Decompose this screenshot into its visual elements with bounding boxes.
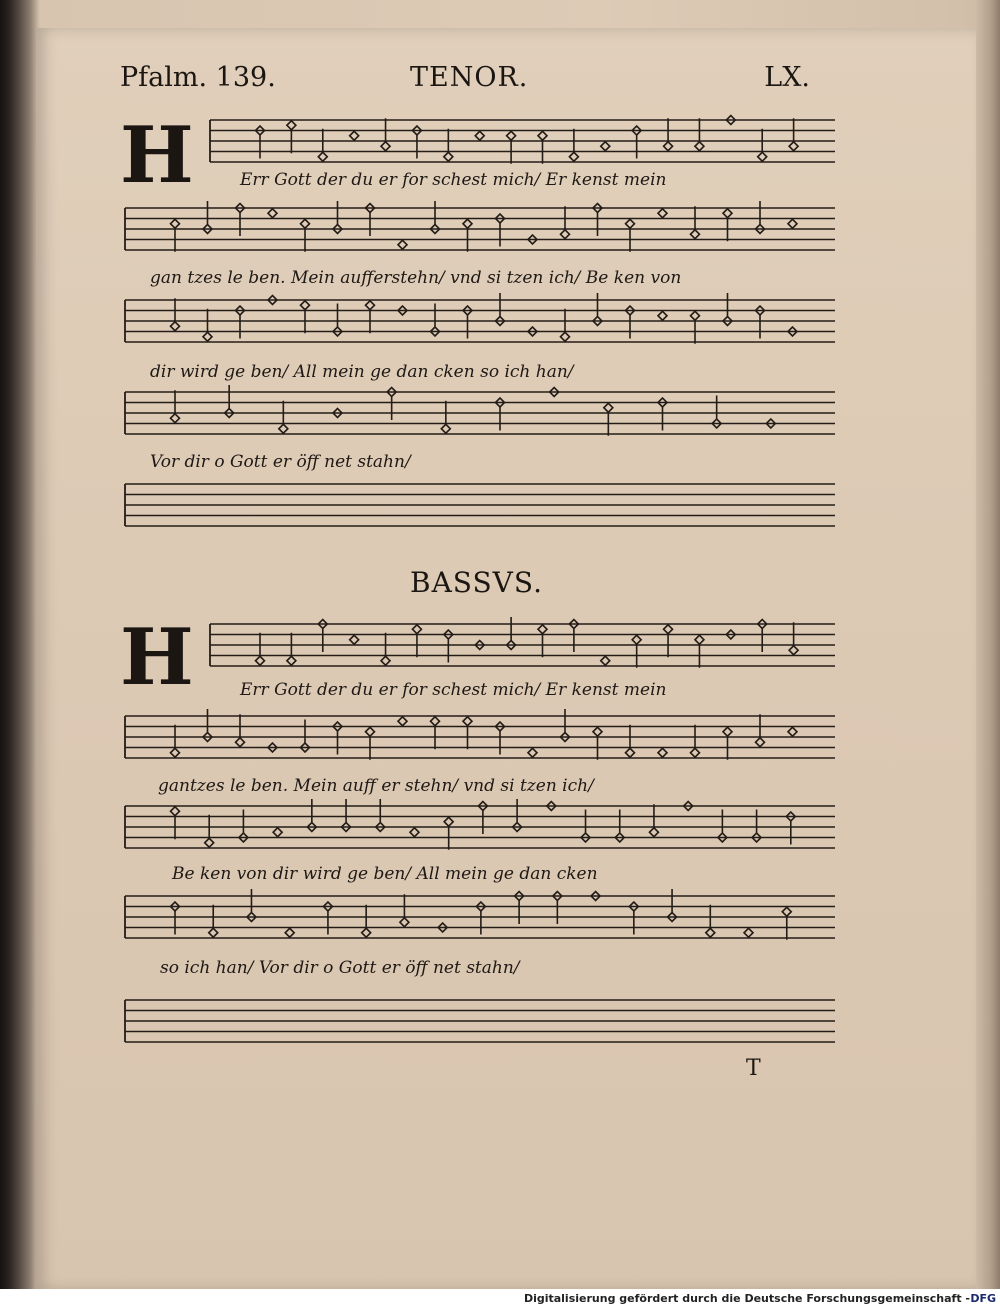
note-head bbox=[664, 625, 673, 634]
note-head bbox=[475, 131, 484, 140]
note-head bbox=[287, 656, 296, 665]
psalm-number: Pfalm. 139. bbox=[120, 62, 276, 93]
footer-bar bbox=[0, 1289, 1000, 1311]
bassus-lyric-3: Be ken von dir wird ge ben/ All mein ge dan cken bbox=[172, 864, 598, 884]
note-head bbox=[695, 635, 704, 644]
note-head bbox=[601, 142, 610, 151]
note-head bbox=[171, 322, 180, 331]
note-head bbox=[381, 656, 390, 665]
note-head bbox=[507, 131, 516, 140]
note-head bbox=[788, 727, 797, 736]
note-head bbox=[171, 219, 180, 228]
note-head bbox=[664, 142, 673, 151]
note-head bbox=[463, 219, 472, 228]
note-head bbox=[171, 748, 180, 757]
note-head bbox=[431, 717, 440, 726]
note-head bbox=[723, 727, 732, 736]
note-head bbox=[695, 142, 704, 151]
note-head bbox=[691, 311, 700, 320]
note-head bbox=[412, 625, 421, 634]
note-head bbox=[744, 928, 753, 937]
note-head bbox=[691, 230, 700, 239]
note-head bbox=[561, 332, 570, 341]
note-head bbox=[723, 209, 732, 218]
note-head bbox=[788, 219, 797, 228]
note-head bbox=[569, 152, 578, 161]
note-head bbox=[398, 240, 407, 249]
note-head bbox=[273, 828, 282, 837]
note-head bbox=[301, 301, 310, 310]
note-head bbox=[444, 152, 453, 161]
note-head bbox=[287, 121, 296, 130]
voice-title-tenor: TENOR. bbox=[410, 62, 529, 93]
note-head bbox=[632, 635, 641, 644]
page-number: LX. bbox=[764, 62, 810, 93]
voice-title-bassus: BASSVS. bbox=[410, 566, 543, 599]
tenor-lyric-2: gan tzes le ben. Mein aufferstehn/ vnd si tzen ich/ Be ken von bbox=[150, 268, 682, 288]
note-head bbox=[350, 131, 359, 140]
bassus-lyric-1: Err Gott der du er for schest mich/ Er kenst mein bbox=[240, 680, 667, 700]
note-head bbox=[398, 717, 407, 726]
note-head bbox=[236, 738, 245, 747]
note-head bbox=[410, 828, 419, 837]
bassus-lyric-2: gantzes le ben. Mein auff er stehn/ vnd si tzen ich/ bbox=[158, 776, 594, 796]
bassus-lyric-4: so ich han/ Vor dir o Gott er öff net stahn/ bbox=[160, 958, 520, 978]
note-head bbox=[604, 403, 613, 412]
note-head bbox=[205, 838, 214, 847]
note-head bbox=[209, 928, 218, 937]
note-head bbox=[441, 424, 450, 433]
note-head bbox=[203, 332, 212, 341]
note-head bbox=[706, 928, 715, 937]
note-head bbox=[601, 656, 610, 665]
tenor-lyric-3: dir wird ge ben/ All mein ge dan cken so ich han/ bbox=[150, 362, 574, 382]
note-head bbox=[789, 142, 798, 151]
tenor-lyric-4: Vor dir o Gott er öff net stahn/ bbox=[150, 452, 411, 472]
note-head bbox=[256, 656, 265, 665]
note-head bbox=[350, 635, 359, 644]
tenor-initial: H bbox=[120, 110, 194, 201]
note-head bbox=[538, 131, 547, 140]
note-head bbox=[658, 748, 667, 757]
note-head bbox=[691, 748, 700, 757]
note-head bbox=[444, 817, 453, 826]
note-head bbox=[463, 717, 472, 726]
note-head bbox=[366, 727, 375, 736]
note-head bbox=[268, 209, 277, 218]
note-head bbox=[171, 414, 180, 423]
note-head bbox=[366, 301, 375, 310]
dfg-logo: DFG bbox=[970, 1292, 996, 1305]
note-head bbox=[626, 748, 635, 757]
catchword: T bbox=[746, 1056, 761, 1081]
note-head bbox=[561, 230, 570, 239]
note-head bbox=[279, 424, 288, 433]
note-head bbox=[528, 748, 537, 757]
note-head bbox=[538, 625, 547, 634]
note-head bbox=[658, 311, 667, 320]
note-head bbox=[381, 142, 390, 151]
tenor-lyric-1: Err Gott der du er for schest mich/ Er kenst mein bbox=[240, 170, 667, 190]
note-head bbox=[362, 928, 371, 937]
note-head bbox=[626, 219, 635, 228]
note-head bbox=[758, 152, 767, 161]
note-head bbox=[318, 152, 327, 161]
note-head bbox=[649, 828, 658, 837]
note-head bbox=[285, 928, 294, 937]
note-head bbox=[756, 738, 765, 747]
note-head bbox=[301, 219, 310, 228]
note-head bbox=[789, 646, 798, 655]
note-head bbox=[658, 209, 667, 218]
note-head bbox=[400, 918, 409, 927]
note-head bbox=[593, 727, 602, 736]
note-head bbox=[171, 807, 180, 816]
bassus-initial: H bbox=[120, 612, 194, 703]
note-head bbox=[782, 907, 791, 916]
funding-credit: Digitalisierung gefördert durch die Deutsche Forschungsgemeinschaft - bbox=[523, 1292, 970, 1305]
